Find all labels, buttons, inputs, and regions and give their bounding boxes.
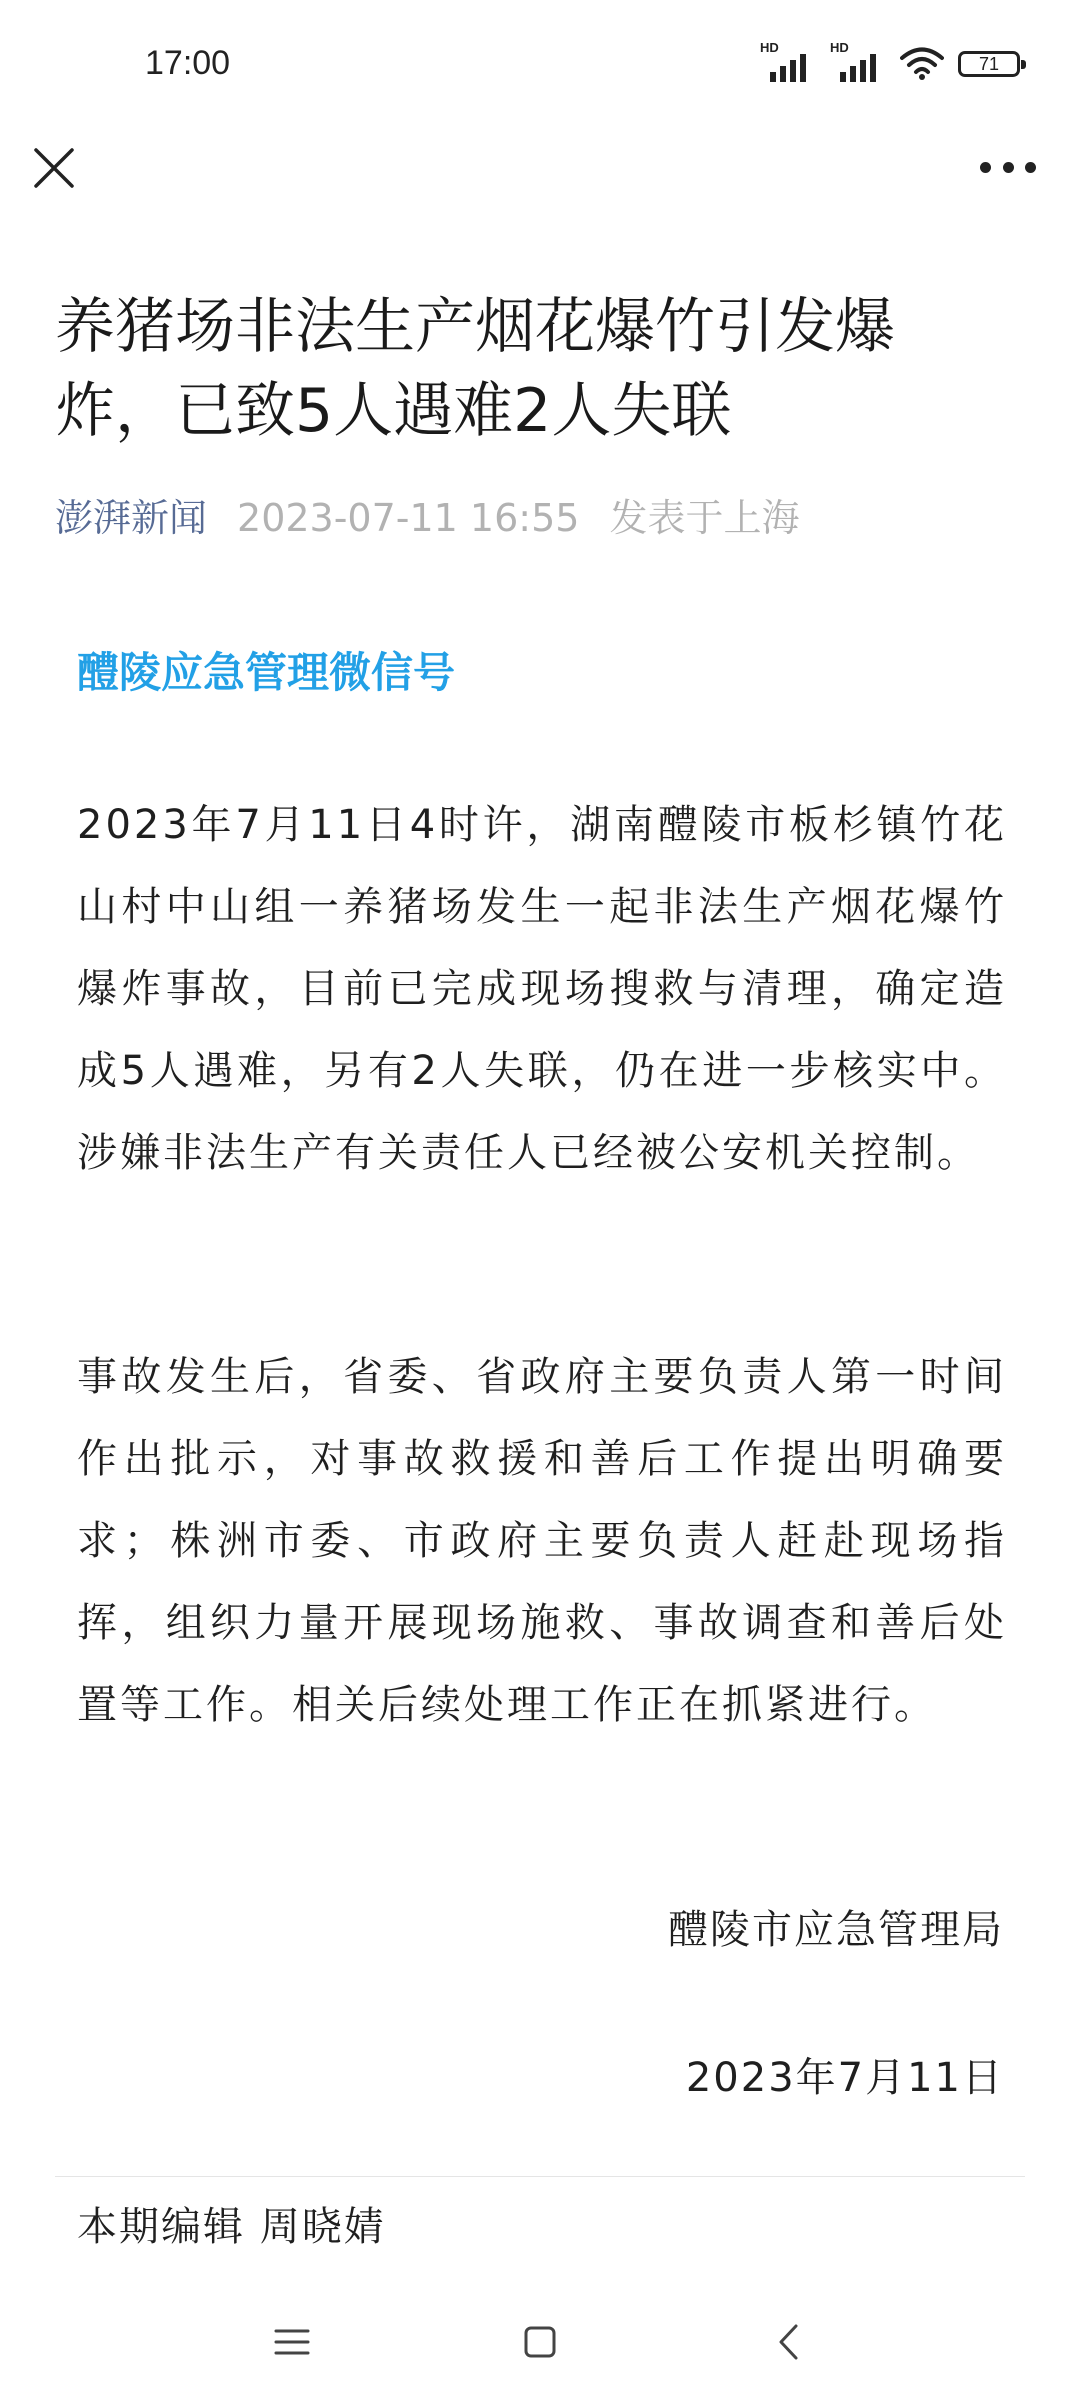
wifi-icon (900, 47, 944, 81)
article-source-link[interactable]: 澎湃新闻 (55, 496, 208, 540)
more-button[interactable] (980, 152, 1036, 182)
home-icon (523, 2325, 557, 2359)
article-location: 发表于上海 (609, 496, 800, 540)
home-button[interactable] (510, 2312, 570, 2372)
signature-date: 2023年7月11日 (685, 2055, 1004, 2101)
menu-icon (274, 2327, 310, 2357)
status-bar (0, 0, 1080, 130)
menu-button[interactable] (262, 2312, 322, 2372)
article-title: 养猪场非法生产烟花爆竹引发爆炸，已致5人遇难2人失联 (55, 292, 895, 446)
editor-credit: 本期编辑 周晓婧 (77, 2204, 386, 2250)
battery-icon (958, 51, 1020, 77)
status-icons (760, 40, 1020, 84)
more-icon-dot (980, 162, 991, 173)
signal-hd-label: HD (830, 40, 849, 55)
back-button[interactable] (758, 2312, 818, 2372)
article-date: 2023-07-11 16:55 (237, 496, 580, 540)
close-button[interactable] (32, 146, 76, 190)
signal-hd-label: HD (760, 40, 779, 55)
account-name: 醴陵应急管理微信号 (77, 648, 456, 697)
more-icon-dot (1025, 162, 1036, 173)
close-icon (32, 146, 76, 190)
article-paragraph: 事故发生后，省委、省政府主要负责人第一时间作出批示，对事故救援和善后工作提出明确要求；株洲市委、市政府主要负责人赶赴现场指挥，组织力量开展现场施救、事故调查和善后处置等工作。相关后续处理工作正在抓紧进行。 (77, 1354, 1007, 1728)
top-nav-bar (0, 130, 1080, 210)
signal-icon (830, 40, 886, 82)
article-meta (55, 492, 799, 544)
back-icon (776, 2323, 800, 2361)
article-paragraph: 2023年7月11日4时许，湖南醴陵市板杉镇竹花山村中山组一养猪场发生一起非法生产烟花爆竹爆炸事故，目前已完成现场搜救与清理，确定造成5人遇难，另有2人失联，仍在进一步核实中。涉嫌非法生产有关责任人已经被公安机关控制。 (77, 802, 1007, 1176)
signal-icon (760, 40, 816, 82)
more-icon-dot (1003, 162, 1014, 173)
battery-level: 71 (978, 53, 1000, 74)
status-time: 17:00 (145, 44, 231, 82)
divider (55, 2176, 1025, 2177)
signature-organization: 醴陵市应急管理局 (668, 1907, 1004, 1953)
